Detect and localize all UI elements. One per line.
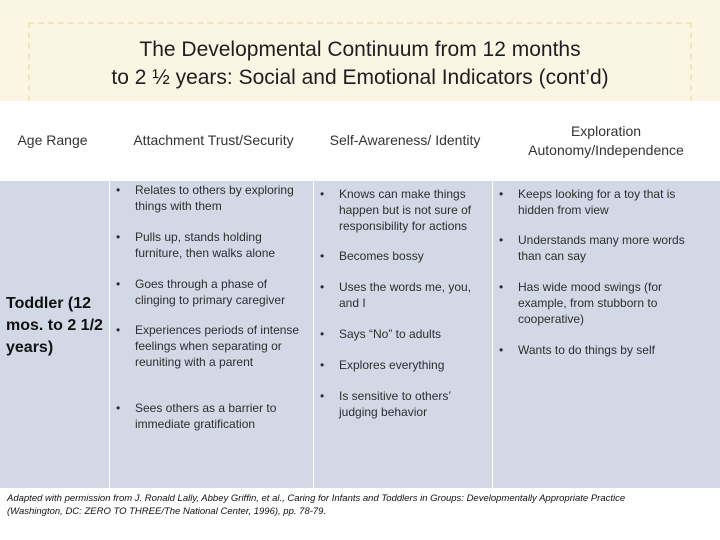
attachment-item-text: Experiences periods of intense feelings when separating or reuniting with a parent	[135, 323, 300, 369]
bullet-icon: •	[499, 280, 504, 294]
exploration-item-text: Keeps looking for a toy that is hidden from view	[518, 187, 676, 217]
self-awareness-item-text: Knows can make things happen but is not sure of responsibility for actions	[339, 187, 472, 233]
exploration-item-text: Wants to do things by self	[518, 343, 655, 357]
exploration-item	[499, 186, 699, 218]
bullet-icon: •	[320, 389, 325, 403]
attachment-item-text: Goes through a phase of clinging to primary caregiver	[135, 277, 286, 307]
header-exploration: Exploration Autonomy/Independence	[528, 122, 684, 158]
footnote-line-1: Adapted with permission from J. Ronald Lally, Abbey Griffin, et al., Caring for Infants and Toddlers in Groups: Developmentally Appropriate Practice	[7, 493, 626, 504]
attachment-item	[116, 400, 294, 432]
title-line-1: The Developmental Continuum from 12 months	[139, 38, 581, 61]
bullet-icon: •	[320, 249, 325, 263]
self-awareness-item-text: Becomes bossy	[339, 249, 424, 263]
table-header-row	[0, 101, 720, 180]
bullet-icon: •	[116, 401, 121, 415]
bullet-icon: •	[116, 183, 121, 197]
column-divider-1	[109, 101, 110, 488]
column-divider-2	[313, 101, 314, 488]
self-awareness-item-text: Explores everything	[339, 358, 445, 372]
header-divider	[0, 179, 720, 181]
attachment-item-text: Sees others as a barrier to immediate gratification	[135, 401, 277, 431]
attachment-item-text: Relates to others by exploring things with them	[135, 183, 294, 213]
bullet-icon: •	[116, 323, 121, 337]
bullet-icon: •	[499, 233, 504, 247]
attachment-item	[116, 322, 306, 370]
self-awareness-item-text: Says “No” to adults	[339, 327, 442, 341]
attachment-item-text: Pulls up, stands holding furniture, then walks alone	[135, 230, 276, 260]
self-awareness-item-text: Uses the words me, you, and I	[339, 280, 472, 310]
title-line-2: to 2 ½ years: Social and Emotional Indicators (cont’d)	[111, 66, 609, 89]
self-awareness-item-text: Is sensitive to others’ judging behavior	[339, 389, 451, 419]
attachment-item	[116, 229, 294, 261]
slide-title	[0, 36, 720, 92]
footnote-line-2: (Washington, DC: ZERO TO THREE/The National Center, 1996), pp. 78-79.	[7, 506, 327, 517]
attachment-item	[116, 182, 310, 214]
bullet-icon: •	[116, 230, 121, 244]
age-range-value: Toddler (12 mos. to 2 1/2 years)	[6, 295, 103, 356]
self-awareness-item	[320, 186, 488, 234]
bullet-icon: •	[320, 280, 325, 294]
column-divider-3	[492, 101, 493, 488]
exploration-item	[499, 342, 704, 358]
bullet-icon: •	[320, 327, 325, 341]
self-awareness-item	[320, 388, 470, 420]
attachment-item	[116, 276, 306, 308]
exploration-item	[499, 232, 704, 264]
header-attachment: Attachment Trust/Security	[133, 132, 294, 148]
exploration-item-text: Has wide mood swings (for example, from stubborn to cooperative)	[518, 280, 663, 326]
bullet-icon: •	[116, 277, 121, 291]
self-awareness-item	[320, 357, 488, 373]
self-awareness-item	[320, 248, 488, 264]
header-age-range: Age Range	[17, 132, 88, 148]
bullet-icon: •	[320, 187, 325, 201]
header-self-awareness: Self-Awareness/ Identity	[329, 132, 481, 148]
footnote	[7, 492, 713, 518]
exploration-item	[499, 279, 689, 327]
self-awareness-item	[320, 279, 490, 311]
exploration-item-text: Understands many more words than can say	[518, 233, 685, 263]
bullet-icon: •	[499, 343, 504, 357]
bullet-icon: •	[499, 187, 504, 201]
self-awareness-item	[320, 326, 488, 342]
bullet-icon: •	[320, 358, 325, 372]
